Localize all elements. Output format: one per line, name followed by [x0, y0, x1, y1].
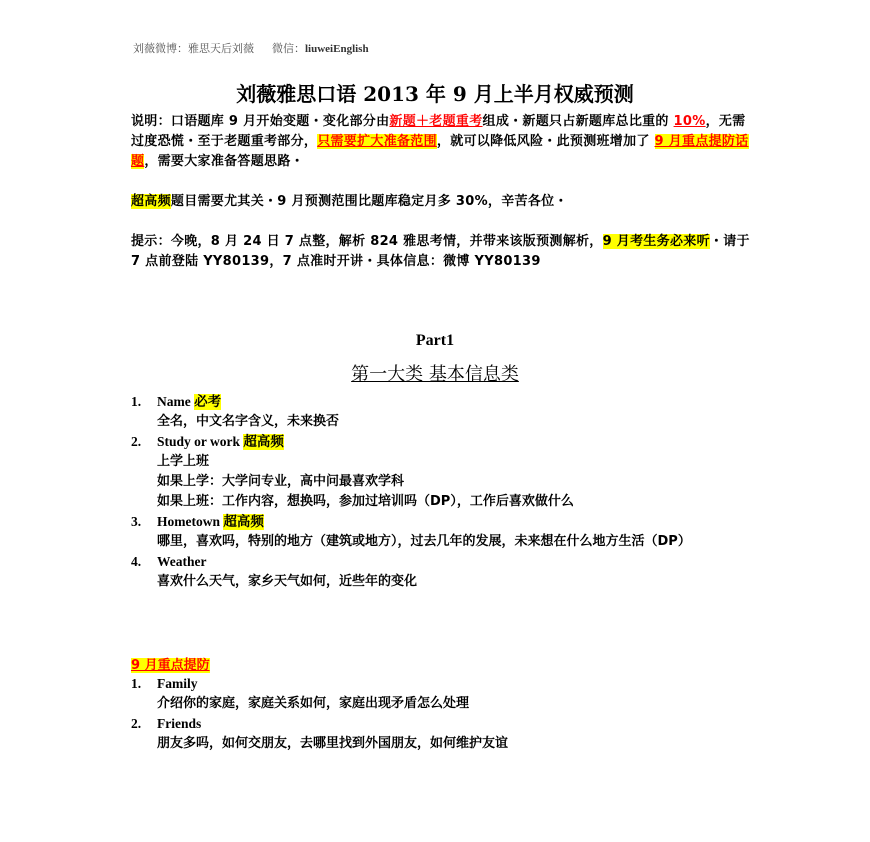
item-number: 2. — [131, 434, 142, 449]
wechat-id: liuweiEnglish — [305, 43, 369, 55]
intro-text: ，需要大家准备答题思路・ — [144, 154, 304, 169]
item-detail: 喜欢什么天气，家乡天气如何，近些年的变化 — [157, 574, 418, 589]
focus-heading-text: 9 月重点提防 — [131, 658, 210, 673]
list-item — [131, 552, 751, 572]
list-item — [131, 432, 751, 452]
emphasis-focus-topics: 9 月重点提防话题 — [131, 134, 749, 169]
item-tag: 超高频 — [243, 434, 284, 450]
item-number: 1. — [131, 394, 142, 409]
item-detail: 如果上班：工作内容，想换吗，参加过培训吗（DP），工作后喜欢做什么 — [157, 494, 574, 509]
intro-text: ，无需过度恐慌・至于老题重考部分， — [131, 114, 746, 149]
item-name: Weather — [157, 554, 207, 569]
list-item — [131, 392, 751, 412]
document-title: 刘薇雅思口语 2013 年 9 月上半月权威预测 — [236, 82, 634, 106]
focus-heading — [131, 654, 210, 673]
list-item — [131, 512, 751, 532]
item-number: 2. — [131, 716, 142, 731]
intro-text: 说明：口语题库 9 月开始变题・变化部分由 — [131, 114, 390, 129]
topic-list — [131, 392, 751, 592]
item-name: Study or work — [157, 434, 241, 449]
item-name: Name — [157, 394, 191, 409]
part-title: Part1 — [415, 332, 455, 349]
focus-list — [131, 674, 751, 754]
item-detail: 朋友多吗，如何交朋友，去哪里找到外国朋友，如何维护友谊 — [157, 736, 509, 751]
item-detail: 上学上班 — [157, 454, 210, 469]
list-item — [131, 674, 751, 694]
emphasis-expand-scope: 只需要扩大准备范围 — [317, 134, 437, 149]
intro-text: 组成・新题只占新题库总比重的 — [482, 114, 674, 129]
list-item — [131, 714, 751, 734]
item-name: Friends — [157, 716, 202, 731]
must-attend-highlight: 9 月考生务必来听 — [602, 234, 710, 249]
emphasis-new-old: 新题＋老题重考 — [389, 114, 483, 129]
item-detail: 哪里，喜欢吗，特别的地方（建筑或地方），过去几年的发展，未来想在什么地方生活（DP） — [157, 534, 691, 549]
item-tag: 超高频 — [223, 514, 264, 530]
intro-frequency-note — [131, 192, 751, 212]
item-name: Hometown — [157, 514, 220, 529]
item-number: 1. — [131, 676, 142, 691]
item-number: 3. — [131, 514, 142, 529]
section-title-text: 第一大类 基本信息类 — [351, 364, 519, 385]
weibo-text: 刘薇微博：雅思天后刘薇 — [133, 42, 254, 55]
super-high-frequency-label: 超高频 — [131, 194, 171, 209]
emphasis-percent: 10% — [673, 114, 706, 129]
frequency-note-text: 题目需要尤其关・9 月预测范围比题库稳定月多 30%，辛苦各位・ — [170, 194, 568, 209]
item-detail: 介绍你的家庭，家庭关系如何，家庭出现矛盾怎么处理 — [157, 696, 470, 711]
notice-text: 提示：今晚，8 月 24 日 7 点整，解析 824 雅思考情，并带来该版预测解析， — [131, 234, 603, 249]
intro-text: ，就可以降低风险・此预测班增加了 — [436, 134, 655, 149]
page-header — [133, 40, 369, 56]
intro-paragraph — [131, 112, 751, 172]
item-number: 4. — [131, 554, 142, 569]
notice-paragraph — [131, 232, 751, 272]
wechat-label: 微信： — [272, 42, 305, 55]
item-detail: 如果上学：大学问专业，高中问最喜欢学科 — [157, 474, 405, 489]
item-detail: 全名，中文名字含义，未来换否 — [157, 414, 340, 429]
item-tag: 必考 — [194, 394, 222, 410]
section-title — [0, 360, 870, 386]
item-name: Family — [157, 676, 198, 691]
notice-text: ・请于 7 点前登陆 YY80139，7 点准时开讲・具体信息：微博 YY80139 — [131, 234, 750, 269]
